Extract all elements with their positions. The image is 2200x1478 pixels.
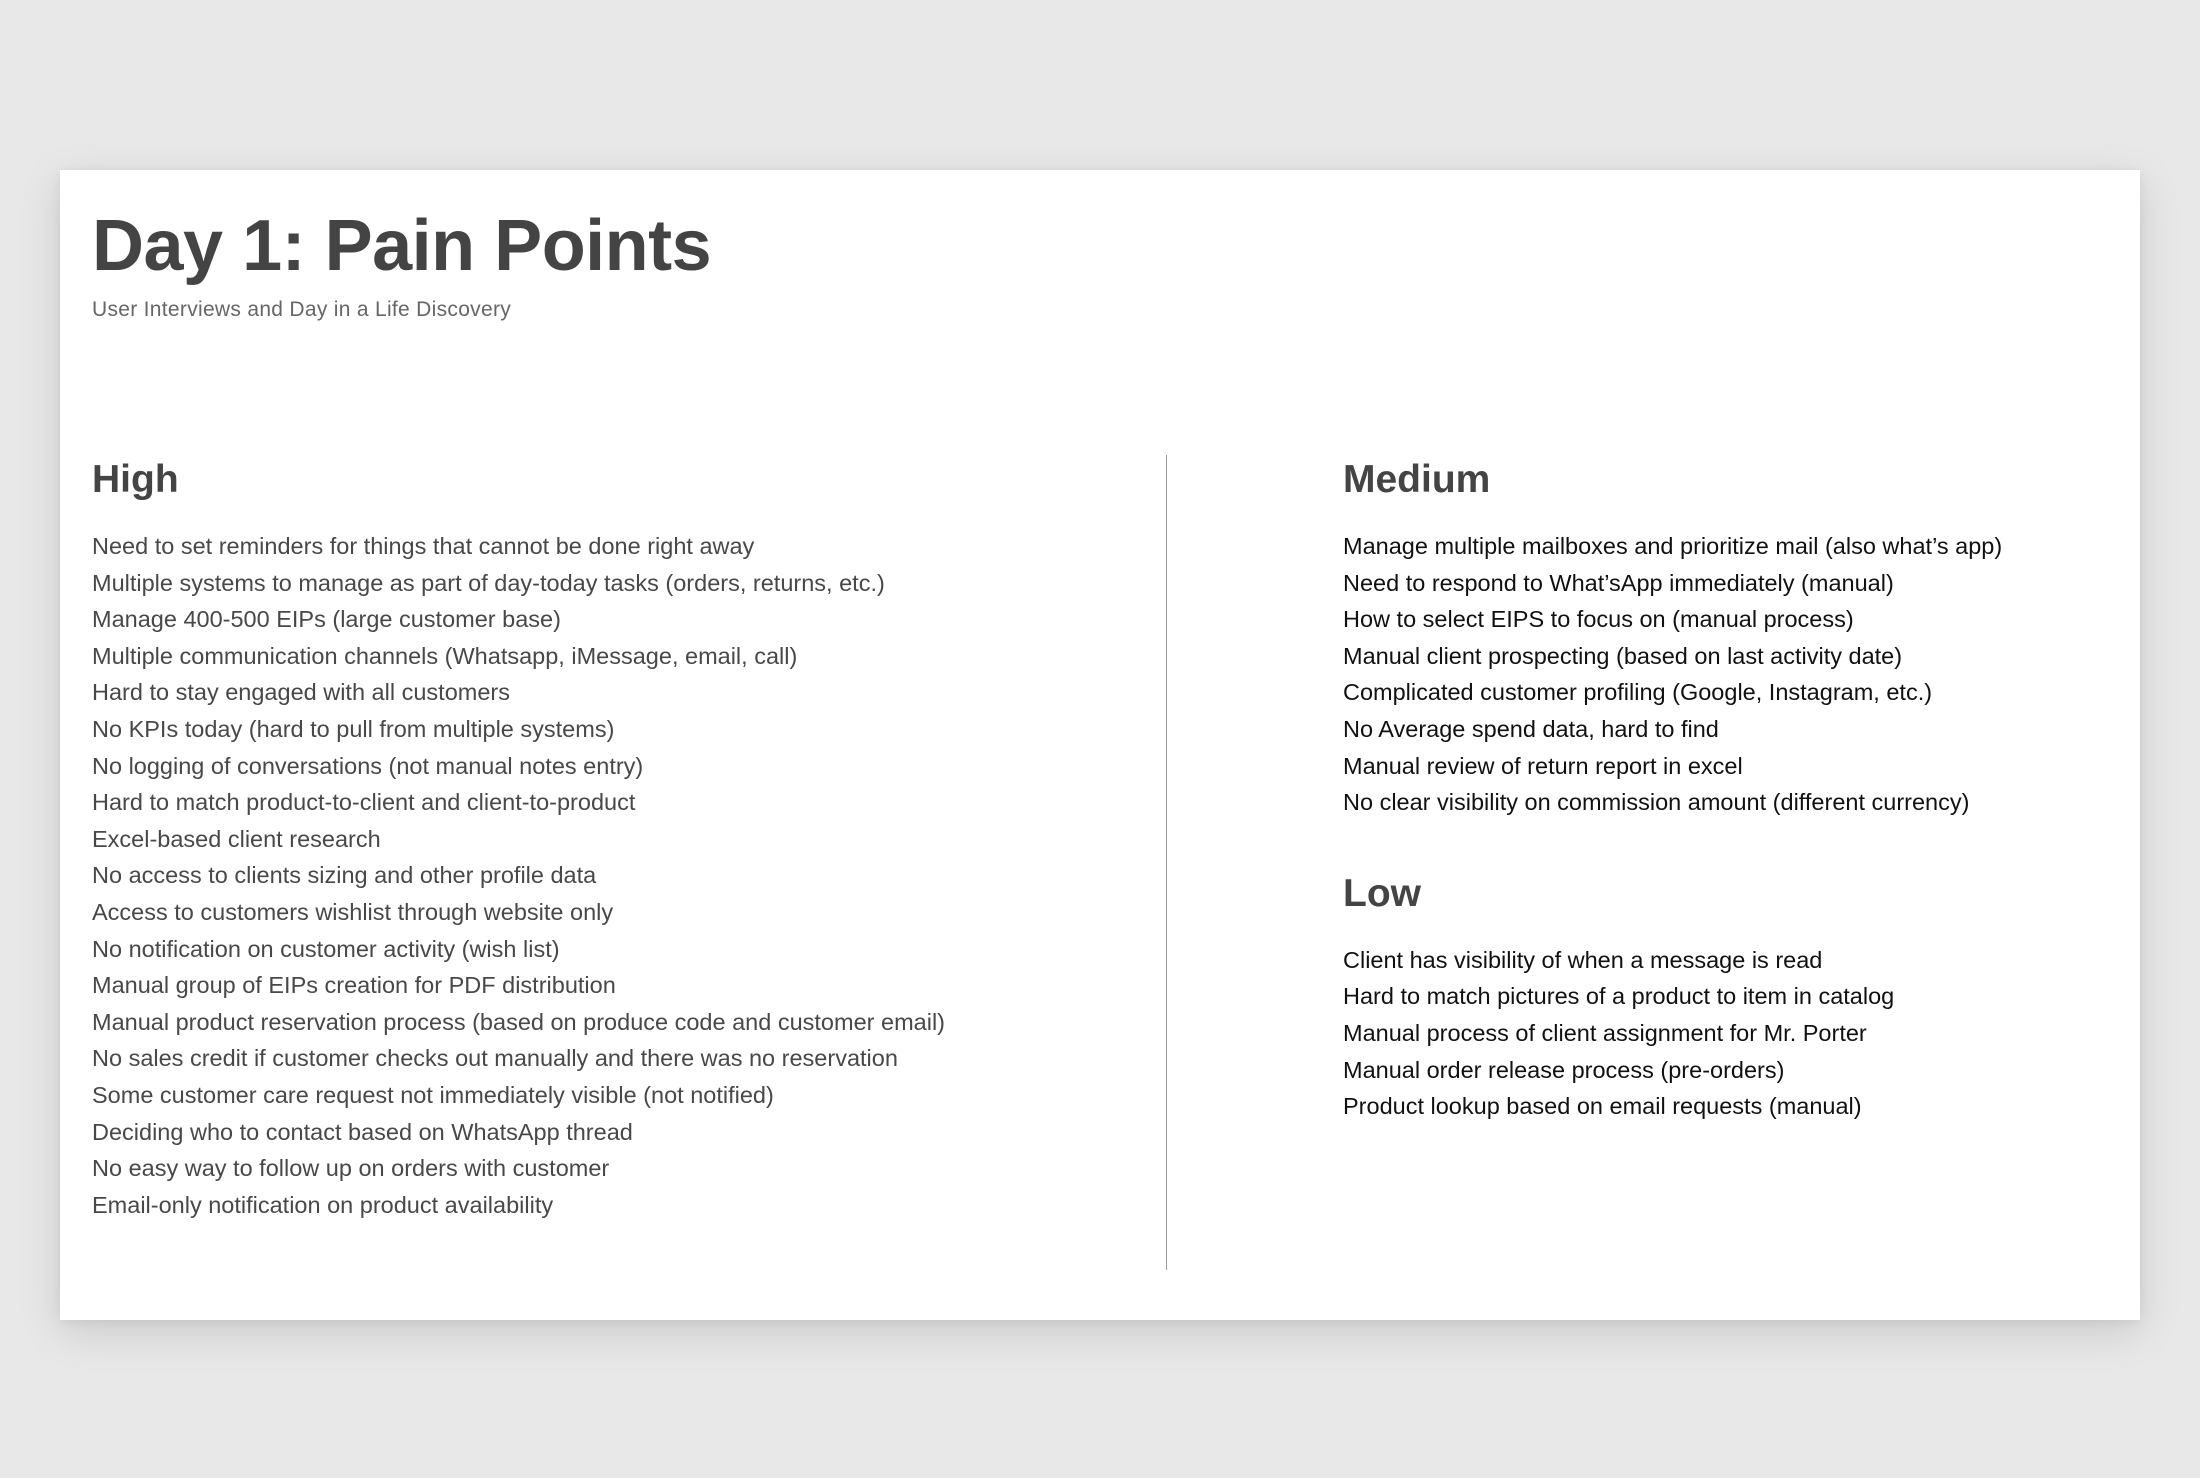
column-divider (1166, 455, 1167, 1270)
high-pain-point-item: Need to set reminders for things that cannot be done right away (92, 533, 755, 559)
high-pain-point-item: Multiple systems to manage as part of day-today tasks (orders, returns, etc.) (92, 569, 885, 596)
low-section (1343, 869, 2002, 1125)
high-pain-point-item: Manage 400-500 EIPs (large customer base) (92, 606, 561, 633)
high-pain-point-item: No notification on customer activity (wish list) (92, 935, 560, 962)
medium-pain-points-list (1343, 528, 2002, 821)
high-pain-point-item: Deciding who to contact based on WhatsApp thread (92, 1118, 633, 1145)
medium-pain-point-item: Complicated customer profiling (Google, Instagram, etc.) (1343, 679, 1933, 706)
medium-pain-point-item: Manual review of return report in excel (1343, 752, 1743, 779)
high-pain-point-item: No logging of conversations (not manual notes entry) (92, 752, 644, 779)
low-pain-point-item: Manual process of client assignment for Mr. Porter (1343, 1019, 1867, 1046)
high-pain-point-item: Manual group of EIPs creation for PDF distribution (92, 972, 616, 999)
medium-low-priority-column (1343, 455, 2002, 1125)
high-pain-points-list (92, 528, 945, 1223)
high-pain-point-item: Excel-based client research (92, 825, 381, 852)
low-pain-point-item: Product lookup based on email requests (manual) (1343, 1093, 1862, 1120)
high-pain-point-item: No sales credit if customer checks out manually and there was no reservation (92, 1045, 898, 1072)
high-pain-point-item: Some customer care request not immediately visible (not notified) (92, 1081, 774, 1108)
medium-pain-point-item: Manual client prospecting (based on last activity date) (1343, 642, 1903, 669)
high-pain-point-item: No easy way to follow up on orders with customer (92, 1155, 610, 1182)
high-pain-point-item: Multiple communication channels (Whatsapp, iMessage, email, call) (92, 642, 798, 669)
high-priority-column (92, 455, 945, 1223)
low-pain-points-list (1343, 942, 2002, 1125)
low-section-title: Low (1343, 871, 1421, 915)
medium-pain-point-item: No Average spend data, hard to find (1343, 715, 1719, 742)
high-pain-point-item: Hard to match product-to-client and client-to-product (92, 789, 636, 816)
low-pain-point-item: Manual order release process (pre-orders) (1343, 1056, 1785, 1083)
low-pain-point-item: Client has visibility of when a message is read (1343, 946, 1823, 973)
page-title: Day 1: Pain Points (92, 206, 712, 286)
high-section-title: High (92, 458, 179, 501)
medium-pain-point-item: No clear visibility on commission amount (different currency) (1343, 789, 1970, 816)
high-pain-point-item: No KPIs today (hard to pull from multiple systems) (92, 715, 615, 742)
medium-pain-point-item: How to select EIPS to focus on (manual process) (1343, 606, 1854, 633)
low-pain-point-item: Hard to match pictures of a product to item in catalog (1343, 983, 1895, 1010)
high-pain-point-item: Email-only notification on product availability (92, 1191, 554, 1218)
high-pain-point-item: No access to clients sizing and other profile data (92, 862, 597, 889)
medium-section-title: Medium (1343, 458, 1491, 501)
medium-pain-point-item: Manage multiple mailboxes and prioritize mail (also what’s app) (1343, 533, 2003, 559)
page-subtitle: User Interviews and Day in a Life Discovery (92, 298, 512, 321)
high-pain-point-item: Hard to stay engaged with all customers (92, 679, 510, 706)
slide-card (60, 170, 2140, 1320)
medium-pain-point-item: Need to respond to What’sApp immediately (manual) (1343, 569, 1894, 596)
high-pain-point-item: Access to customers wishlist through website only (92, 898, 614, 925)
high-pain-point-item: Manual product reservation process (based on produce code and customer email) (92, 1008, 945, 1035)
